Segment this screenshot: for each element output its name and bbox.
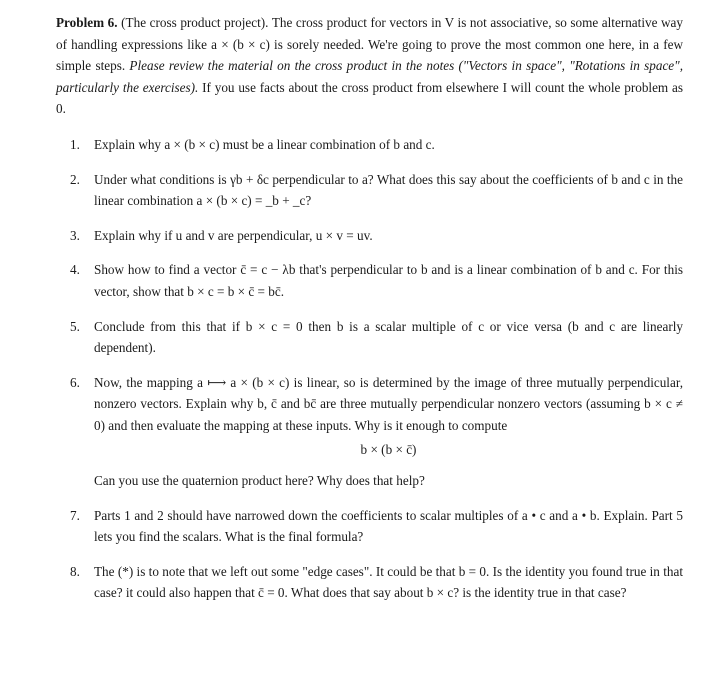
item-number: 4.	[70, 262, 80, 278]
item-text: Show how to find a vector c̄ = c − λb that's perpendicular to b and is a linear combination of b and c. For this vector, show that b × c = b × c̄ = bc̄.	[94, 262, 683, 299]
item-text: Under what conditions is γb + δc perpendicular to a? What does this say about the coefficients of b and c in the linear combination a × (b × c) = _b + _c?	[94, 171, 683, 209]
item-text-block	[90, 372, 683, 492]
item-number: 7.	[70, 507, 80, 523]
item-number: 3.	[70, 227, 80, 243]
intro-text-1: (The cross product project). The cross product for vectors in V is not associative, so some alternative way of handling expressions like a × (b × c) is sorely needed. We're going to prove the most common one here, in a few simple steps.	[56, 15, 683, 74]
problem-intro	[56, 12, 683, 120]
problem-list	[56, 134, 683, 604]
list-item	[56, 134, 683, 156]
item-text: Now, the mapping a ⟼ a × (b × c) is linear, so is determined by the image of three mutually perpendicular, nonzero vectors. Explain why b, c̄ and bc̄ are three mutually perpendicular nonzero vectors (assuming b × c ≠ 0) and then evaluate the mapping at these inputs. Why is it enough to compute	[94, 374, 683, 433]
list-item	[56, 505, 683, 548]
intro-italic-note: Please review the material on the cross product in the notes ("Vectors in space", "Rotations in space", particularly the exercises).	[56, 58, 683, 95]
display-equation: b × (b × c̄)	[360, 441, 417, 457]
list-item	[56, 316, 683, 359]
list-item	[56, 561, 683, 604]
list-item	[56, 169, 683, 212]
list-item	[56, 259, 683, 302]
item-number: 6.	[70, 374, 80, 390]
problem-heading: Problem 6.	[56, 15, 118, 30]
item-number: 1.	[70, 136, 80, 152]
list-item	[56, 372, 683, 492]
item-text: Explain why if u and v are perpendicular, u × v = uv.	[94, 227, 373, 243]
item-number: 5.	[70, 318, 80, 334]
item-text: Explain why a × (b × c) must be a linear combination of b and c.	[94, 136, 435, 152]
list-item	[56, 225, 683, 247]
item-text: Conclude from this that if b × c = 0 then b is a scalar multiple of c or vice versa (b and c are linearly dependent).	[94, 318, 683, 356]
item-number: 2.	[70, 171, 80, 187]
item-number: 8.	[70, 563, 80, 579]
item-text: Parts 1 and 2 should have narrowed down the coefficients to scalar multiples of a • c and a • b. Explain. Part 5 lets you find the scalars. What is the final formula?	[94, 507, 683, 545]
item-followup: Can you use the quaternion product here? Why does that help?	[94, 473, 425, 489]
intro-text-2: If you use facts about the cross product from elsewhere I will count the whole problem as 0.	[56, 79, 683, 117]
item-text: The (*) is to note that we left out some "edge cases". It could be that b = 0. Is the identity you found true in that case? it could also happen that c̄ = 0. What does that say about b × c? is the identity true in that case?	[94, 563, 683, 601]
